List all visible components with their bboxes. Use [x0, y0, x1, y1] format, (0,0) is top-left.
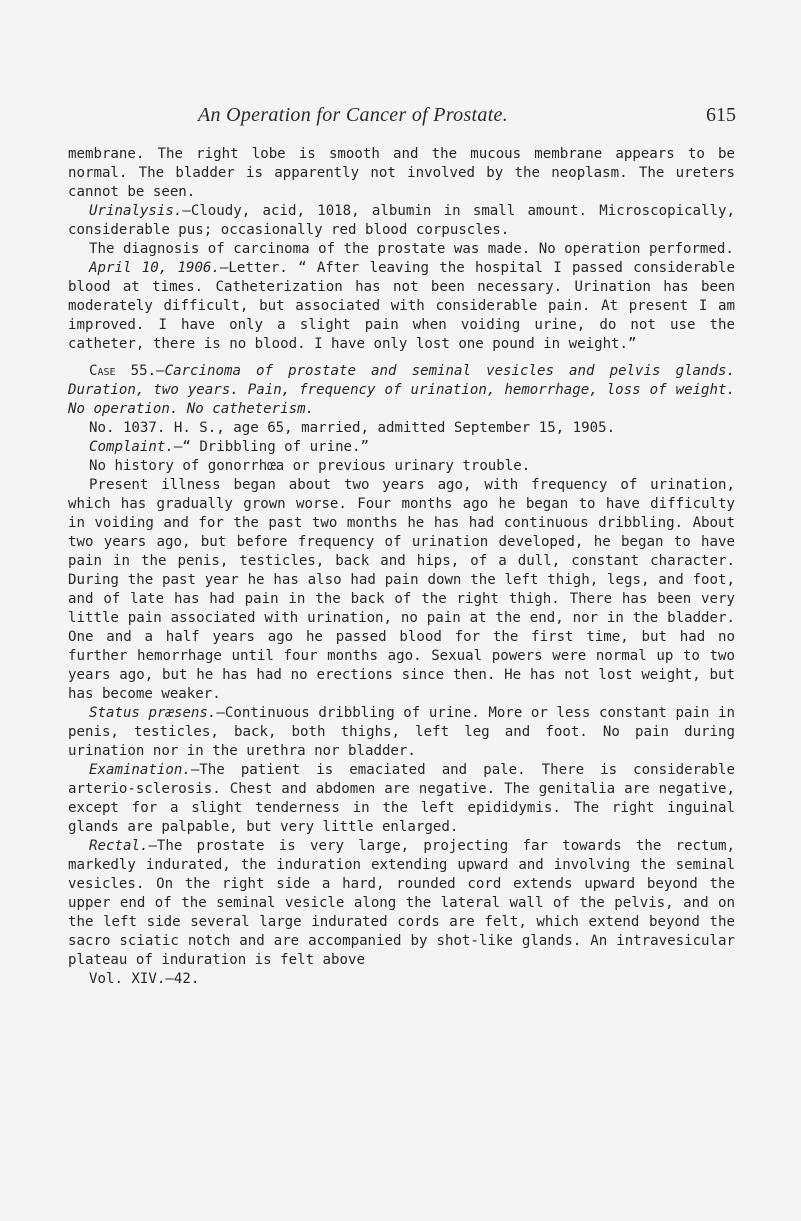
running-title: An Operation for Cancer of Prostate.: [198, 104, 509, 126]
case-label: Case 55.: [89, 363, 157, 379]
paragraph-letter: April 10, 1906.—Letter. “ After leaving the hospital I passed considerable blood at times. Catheterization has not been necessary. Urination has been moderately difficult, but associated with considerable pain. At present I am improved. I have only a slight pain when voiding urine, do not use the catheter, there is no blood. I have only lost one pound in weight.”: [68, 260, 736, 352]
paragraph: membrane. The right lobe is smooth and the mucous membrane appears to be normal. The bladder is apparently not involved by the neoplasm. The ureters cannot be seen.: [68, 146, 735, 200]
paragraph-status-praesens: Status præsens.—Continuous dribbling of urine. More or less constant pain in penis, testicles, back, both thighs, left leg and foot. No pain during urination nor in the urethra nor bladder.: [68, 705, 735, 759]
paragraph-admission: No. 1037. H. S., age 65, married, admitted September 15, 1905.: [89, 420, 616, 436]
paragraph-urinalysis: Urinalysis.—Cloudy, acid, 1018, albumin in small amount. Microscopically, considerable pus; occasionally red blood corpuscles.: [68, 203, 735, 238]
paragraph-rectal: Rectal.—The prostate is very large, projecting far towards the rectum, markedly indurated, the induration extending upward and involving the seminal vesicles. On the right side a hard, rounded cord extends upward beyond the upper end of the seminal vesicle along the lateral wall of the pelvis, and on the left side several large indurated cords are felt, which extend beyond the sacro sciatic notch and are accompanied by shot-like glands. An intravesicular plateau of induration is felt above: [68, 838, 735, 968]
page-header: [0, 104, 801, 130]
page-number: 615: [706, 104, 736, 126]
case-heading: [68, 362, 735, 419]
paragraph-examination: Examination.—The patient is emaciated and pale. There is considerable arterio-sclerosis. Chest and abdomen are negative. The genitalia are negative, except for a slight tenderness in the left epididymis. The right inguinal glands are palpable, but very little enlarged.: [68, 762, 735, 835]
case-title: —Carcinoma of prostate and seminal vesicles and pelvis glands. Duration, two years. Pain, frequency of urination, hemorrhage, loss of weight. No operation. No catheterism.: [68, 363, 735, 417]
paragraph-diagnosis: The diagnosis of carcinoma of the prostate was made. No operation performed.: [89, 241, 734, 257]
paragraph-present-illness: Present illness began about two years ago, with frequency of urination, which has gradually grown worse. Four months ago he began to have difficulty in voiding and for the past two months he has had continuous dribbling. About two years ago, but before frequency of urination developed, he began to have pain in the penis, testicles, back and hips, of a dull, constant character. During the past year he has also had pain down the left thigh, legs, and foot, and of late has had pain in the back of the right thigh. There has been very little pain associated with urination, no pain at the end, nor in the bladder. One and a half years ago he passed blood for the first time, but had no further hemorrhage until four months ago. Sexual powers were normal up to two years ago, but he has had no erections since then. He has not lost weight, but has become weaker.: [68, 477, 735, 702]
volume-signature: Vol. XIV.—42.: [89, 971, 200, 987]
body-text: [68, 145, 735, 989]
paragraph-history: No history of gonorrhœa or previous urinary trouble.: [89, 458, 531, 474]
paragraph-complaint: Complaint.—“ Dribbling of urine.”: [89, 439, 370, 455]
